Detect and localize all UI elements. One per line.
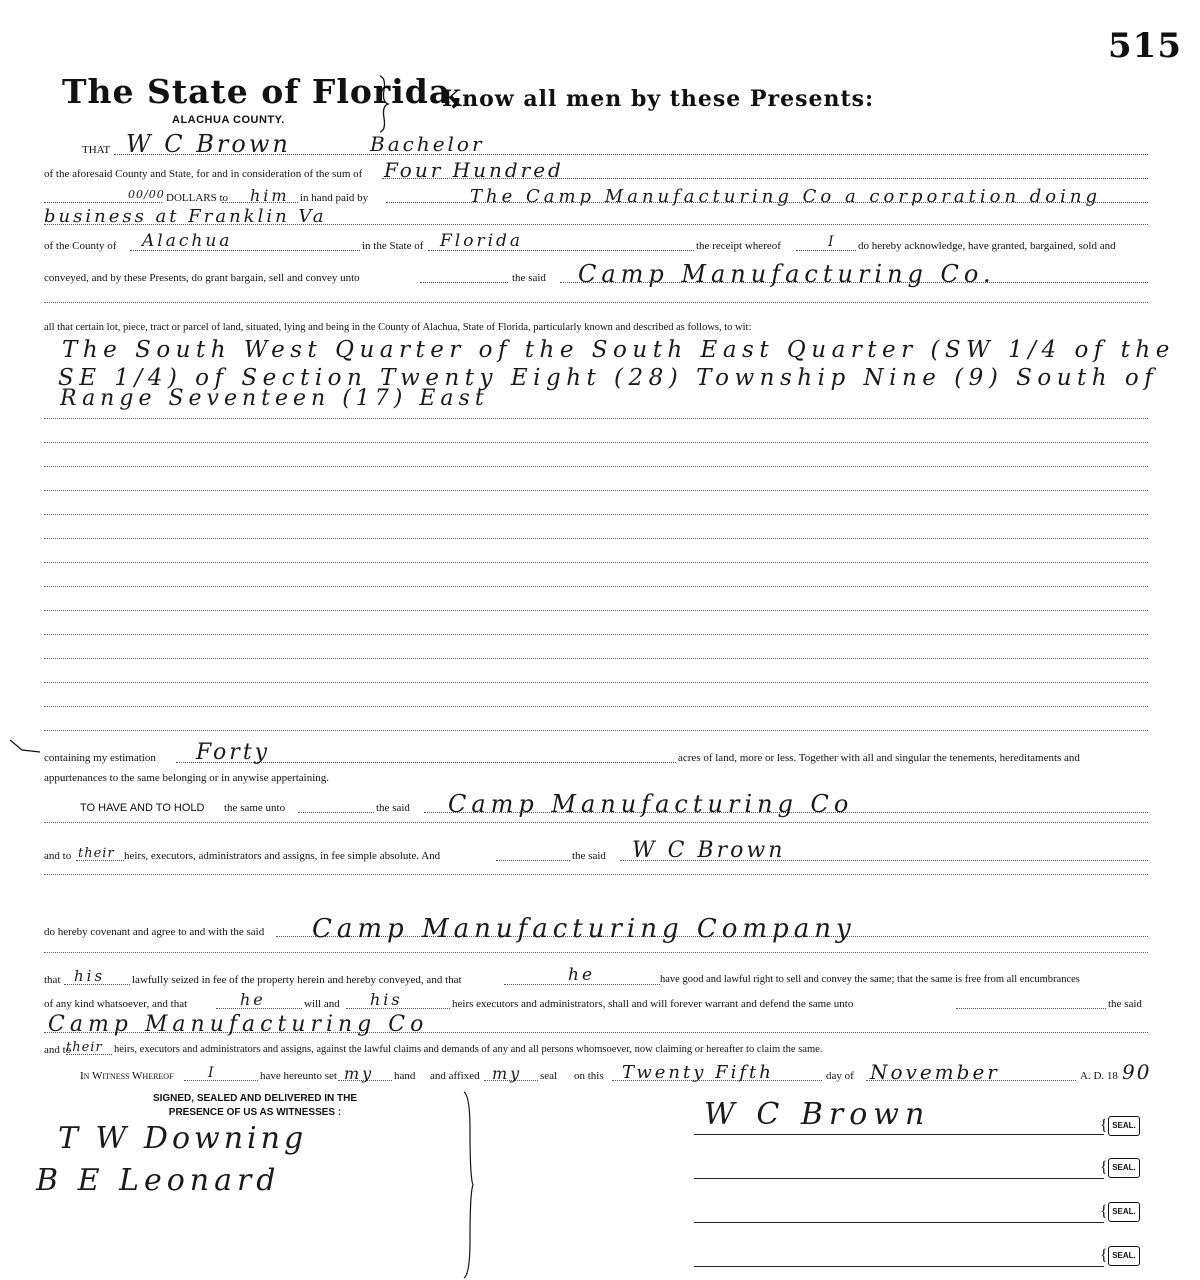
that-lower-label: that xyxy=(44,974,61,986)
the-said-label: the said xyxy=(512,272,546,284)
presence-label: PRESENCE OF US AS WITNESSES : xyxy=(168,1107,342,1118)
sum-cents: 00/00 xyxy=(128,188,165,201)
heirs-label: heirs, executors, administrators and assigns, in fee simple absolute. And xyxy=(124,850,441,862)
payer-location: business at Franklin Va xyxy=(44,206,327,227)
brace-icon xyxy=(376,74,390,134)
dotted-line xyxy=(44,202,162,203)
grantor-signature: W C Brown xyxy=(704,1097,931,1132)
brace-icon xyxy=(462,1090,474,1280)
appurtenances-row xyxy=(0,764,1200,784)
blank-line xyxy=(44,706,1148,707)
affixed-my: my xyxy=(492,1064,523,1083)
seal-box: SEAL. xyxy=(1108,1158,1140,1178)
seal-box: SEAL. xyxy=(1108,1202,1140,1222)
legal-description-1: The South West Quarter of the South East Quarter (SW 1/4 of the xyxy=(62,337,1175,363)
sum-row xyxy=(0,160,1200,180)
dotted-line xyxy=(496,860,570,861)
legal-description-2: SE 1/4) of Section Twenty Eight (28) Township Nine (9) South of xyxy=(58,365,1159,391)
page-number: 515 xyxy=(1108,26,1182,66)
signature-line xyxy=(694,1222,1104,1223)
legal-line-1 xyxy=(0,334,1200,362)
in-witness-label: In Witness Whereof xyxy=(80,1070,174,1082)
dotted-line xyxy=(796,250,856,251)
dotted-line xyxy=(420,282,508,283)
blank-line xyxy=(44,610,1148,611)
seal-box: SEAL. xyxy=(1108,1116,1140,1136)
on-this-label: on this xyxy=(574,1070,604,1082)
seal-word-label: seal xyxy=(540,1070,558,1082)
the-said-label: the said xyxy=(1108,998,1142,1010)
hereunto-set-label: have hereunto set xyxy=(260,1070,337,1082)
state-title: The State of Florida, xyxy=(62,72,464,111)
signed-label: SIGNED, SEALED AND DELIVERED IN THE xyxy=(152,1093,358,1104)
his-text: his xyxy=(74,967,106,985)
witness-whereof-row xyxy=(0,1060,1200,1082)
claims-label: heirs, executors and administrators and assigns, against the lawful claims and demands of any and all persons whomsoever, now claiming or hereafter to claim the same. xyxy=(114,1044,823,1055)
and-affixed-label: and affixed xyxy=(430,1070,480,1082)
blank-line xyxy=(44,634,1148,635)
lawfully-label: lawfully seized in fee of the property herein and hereby conveyed, and that xyxy=(132,974,462,986)
seal-bracket-icon: { xyxy=(1100,1159,1108,1176)
acres-row xyxy=(0,740,1200,765)
covenant-label: do hereby covenant and agree to and with the said xyxy=(44,926,265,938)
blank-line xyxy=(44,514,1148,515)
grantor-name: W C Brown xyxy=(126,130,291,158)
he-text: he xyxy=(568,965,596,985)
witness-heading xyxy=(120,1092,390,1120)
witness-signature-2: B E Leonard xyxy=(36,1163,281,1198)
blank-line xyxy=(44,442,1148,443)
conveyed-row xyxy=(0,260,1200,288)
all-that-label: all that certain lot, piece, tract or parcel of land, situated, lying and being in the County of Alachua, State of Florida, particularly known and described as follows, to wit: xyxy=(44,322,752,333)
payer-name: The Camp Manufacturing Co a corporation doing xyxy=(470,186,1102,207)
of-county-label: of the County of xyxy=(44,240,117,252)
dotted-line xyxy=(956,1008,1106,1009)
covenant-row xyxy=(0,914,1200,944)
heirs-row xyxy=(0,838,1200,863)
in-state-label: in the State of xyxy=(362,240,424,252)
state-name: Florida xyxy=(440,231,524,251)
that-label: THAT xyxy=(82,144,111,156)
he-text-2: he xyxy=(240,990,266,1009)
blank-line xyxy=(44,586,1148,587)
same-unto-label: the same unto xyxy=(224,802,286,814)
any-kind-label: of any kind whatsoever, and that xyxy=(44,998,188,1010)
dollars-row xyxy=(0,184,1200,207)
his-text-2: his xyxy=(370,990,403,1009)
seized-row xyxy=(0,966,1200,986)
seal-bracket-icon: { xyxy=(1100,1247,1108,1264)
will-and-label: will and xyxy=(304,998,340,1010)
acres-label: acres of land, more or less. Together with all and singular the tenements, hereditaments and xyxy=(678,752,1080,764)
county-row xyxy=(0,232,1200,252)
hold-unto-name: Camp Manufacturing Co xyxy=(448,790,854,818)
paid-to: him xyxy=(250,186,290,205)
blank-line xyxy=(44,562,1148,563)
dotted-line xyxy=(184,1080,258,1081)
sum-words: Four Hundred xyxy=(384,158,564,182)
witness-signature-1: T W Downing xyxy=(58,1121,308,1156)
seal-bracket-icon: { xyxy=(1100,1203,1108,1220)
warrant-row xyxy=(0,990,1200,1010)
know-all-heading: Know all men by these Presents: xyxy=(442,86,875,112)
containing-label: containing my estimation xyxy=(44,752,156,764)
in-hand-paid-label: in hand paid by xyxy=(300,192,369,204)
good-right-label: have good and lawful right to sell and convey the same; that the same is free from all encumbrances xyxy=(660,974,1080,985)
day-value: Twenty Fifth xyxy=(622,1062,774,1083)
set-my: my xyxy=(344,1064,375,1083)
grantor-status: Bachelor xyxy=(370,132,485,156)
grantee-name: Camp Manufacturing Co. xyxy=(578,260,996,288)
to-have-label: TO HAVE AND TO HOLD xyxy=(80,802,205,814)
and-to-label: and to xyxy=(44,850,72,862)
signature-line xyxy=(694,1266,1104,1267)
blank-line xyxy=(44,538,1148,539)
dollars-to-label: DOLLARS to xyxy=(166,192,229,204)
payer-cont-row xyxy=(0,206,1200,226)
blank-line xyxy=(44,730,1148,731)
receipt-label: the receipt whereof xyxy=(696,240,781,252)
witness-i: I xyxy=(208,1065,217,1081)
blank-line xyxy=(44,418,1148,419)
blank-line xyxy=(44,682,1148,683)
the-said-label: the said xyxy=(376,802,410,814)
county-name: Alachua xyxy=(142,231,233,251)
year-value: 90 xyxy=(1122,1060,1152,1084)
blank-line xyxy=(44,658,1148,659)
signature-line xyxy=(694,1134,1104,1135)
seal-box: SEAL. xyxy=(1108,1246,1140,1266)
county-label: ALACHUA COUNTY. xyxy=(172,114,285,126)
receipt-by: I xyxy=(828,234,837,250)
dotted-line xyxy=(298,812,374,813)
blank-line xyxy=(44,874,1148,875)
defend-unto-name: Camp Manufacturing Co xyxy=(48,1012,429,1037)
to-hold-row xyxy=(0,790,1200,818)
legal-description-3: Range Seventeen (17) East xyxy=(60,386,489,411)
description-intro-row xyxy=(0,314,1200,334)
aforesaid-label: of the aforesaid County and State, for and in consideration of the sum of xyxy=(44,168,363,180)
grantor-row xyxy=(0,130,1200,158)
claims-row xyxy=(0,1036,1200,1056)
acres-value: Forty xyxy=(196,740,271,765)
appurtenances-label: appurtenances to the same belonging or in anywise appertaining. xyxy=(44,772,329,784)
their-text: their xyxy=(78,846,115,861)
seal-bracket-icon: { xyxy=(1100,1117,1108,1134)
signature-line xyxy=(694,1178,1104,1179)
and-to-label-2: and to xyxy=(44,1044,72,1056)
day-of-label: day of xyxy=(826,1070,854,1082)
blank-line xyxy=(44,822,1148,823)
hand-label: hand xyxy=(394,1070,416,1082)
blank-line xyxy=(44,952,1148,953)
heirs-exec-label: heirs executors and administrators, shall and will forever warrant and defend the same unto xyxy=(452,998,854,1010)
their-text-2: their xyxy=(66,1040,103,1055)
acknowledge-label: do hereby acknowledge, have granted, bargained, sold and xyxy=(858,240,1116,252)
legal-line-3 xyxy=(0,384,1200,410)
blank-line xyxy=(44,466,1148,467)
month-value: November xyxy=(870,1060,1000,1084)
said-grantor-name: W C Brown xyxy=(632,838,786,863)
covenant-with-name: Camp Manufacturing Company xyxy=(312,914,856,944)
the-said-label: the said xyxy=(572,850,606,862)
blank-line xyxy=(44,302,1148,303)
ad-label: A. D. 18 xyxy=(1080,1070,1118,1082)
blank-line xyxy=(44,490,1148,491)
defend-unto-row xyxy=(0,1010,1200,1037)
conveyed-label: conveyed, and by these Presents, do grant bargain, sell and convey unto xyxy=(44,272,360,284)
